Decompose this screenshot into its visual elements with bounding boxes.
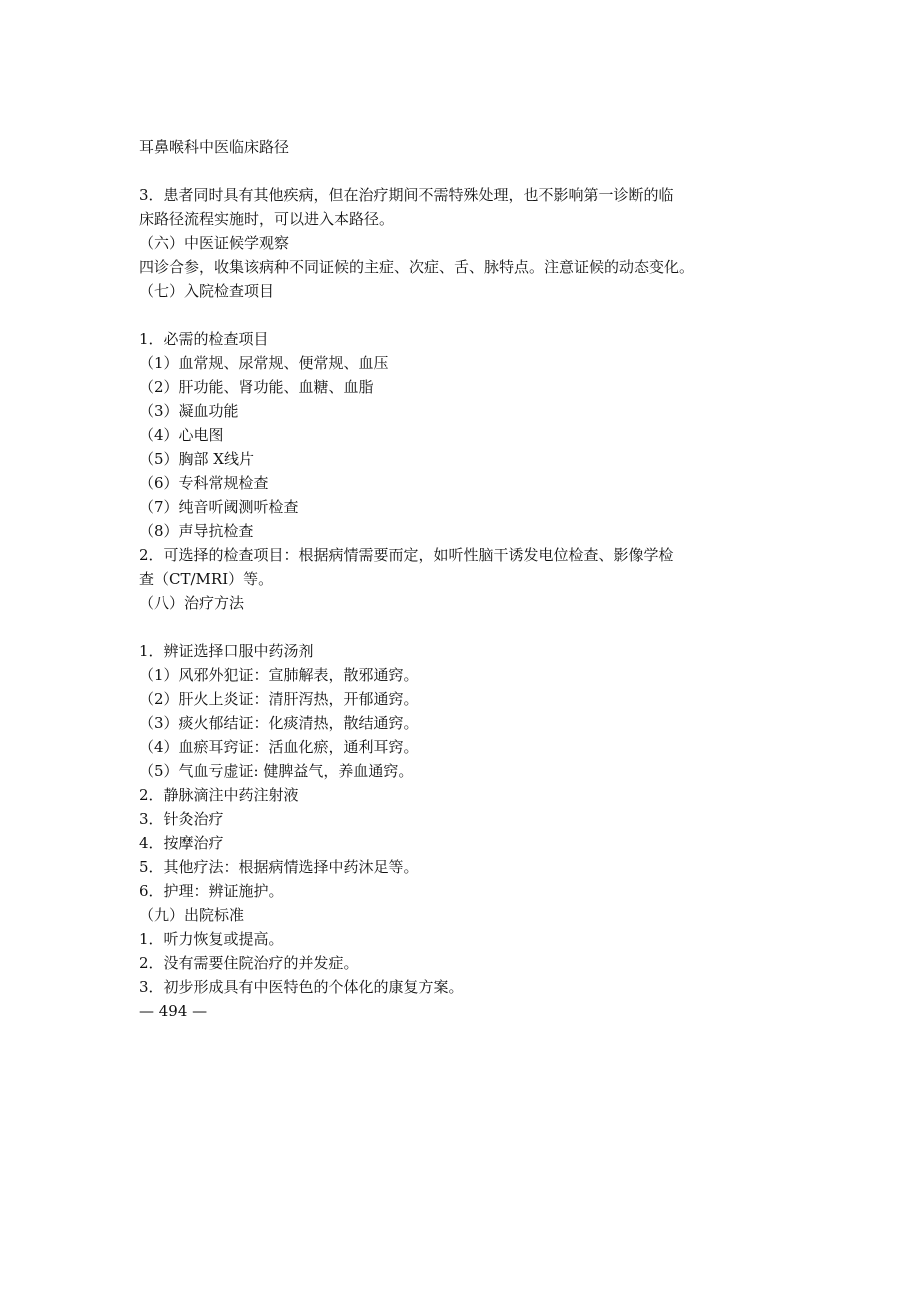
page-number: — 494 — [139, 1002, 208, 1020]
list-item: （8）声导抗检查 [139, 522, 254, 540]
list-item: （4）心电图 [139, 426, 224, 444]
section-heading: （八）治疗方法 [139, 594, 245, 612]
list-item: （5）胸部 X线片 [139, 450, 254, 468]
section-heading: （六）中医证候学观察 [139, 234, 290, 252]
list-item: 2．没有需要住院治疗的并发症。 [139, 954, 359, 972]
list-item: （4）血瘀耳窍证：活血化瘀，通利耳窍。 [139, 738, 419, 756]
list-item: 6．护理：辨证施护。 [139, 882, 284, 900]
paragraph-line: 2．可选择的检查项目：根据病情需要而定，如听性脑干诱发电位检查、影像学检 [139, 546, 674, 564]
list-item: （5）气血亏虚证: 健脾益气，养血通窍。 [139, 762, 414, 780]
section-heading: （九）出院标准 [139, 906, 245, 924]
list-item: 1．听力恢复或提高。 [139, 930, 284, 948]
subsection-heading: 1．必需的检查项目 [139, 330, 269, 348]
list-item: （6）专科常规检查 [139, 474, 269, 492]
paragraph-line: 四诊合参，收集该病种不同证候的主症、次症、舌、脉特点。注意证候的动态变化。 [139, 258, 695, 276]
paragraph-line: 3．患者同时具有其他疾病，但在治疗期间不需特殊处理，也不影响第一诊断的临 [139, 186, 674, 204]
list-item: （7）纯音听阈测听检查 [139, 498, 299, 516]
list-item: 5．其他疗法：根据病情选择中药沐足等。 [139, 858, 419, 876]
paragraph-line: 床路径流程实施时，可以进入本路径。 [139, 210, 395, 228]
list-item: 3．初步形成具有中医特色的个体化的康复方案。 [139, 978, 464, 996]
list-item: （2）肝火上炎证：清肝泻热，开郁通窍。 [139, 690, 419, 708]
list-item: 3．针灸治疗 [139, 810, 224, 828]
paragraph-line: 查（CT/MRI）等。 [139, 570, 274, 588]
section-heading: （七）入院检查项目 [139, 282, 275, 300]
subsection-heading: 1．辨证选择口服中药汤剂 [139, 642, 314, 660]
list-item: 4．按摩治疗 [139, 834, 224, 852]
header-title: 耳鼻喉科中医临床路径 [139, 138, 290, 156]
list-item: （1）风邪外犯证：宣肺解表，散邪通窍。 [139, 666, 419, 684]
list-item: （3）凝血功能 [139, 402, 239, 420]
list-item: （1）血常规、尿常规、便常规、血压 [139, 354, 389, 372]
list-item: 2．静脉滴注中药注射液 [139, 786, 299, 804]
list-item: （2）肝功能、肾功能、血糖、血脂 [139, 378, 374, 396]
list-item: （3）痰火郁结证：化痰清热，散结通窍。 [139, 714, 419, 732]
